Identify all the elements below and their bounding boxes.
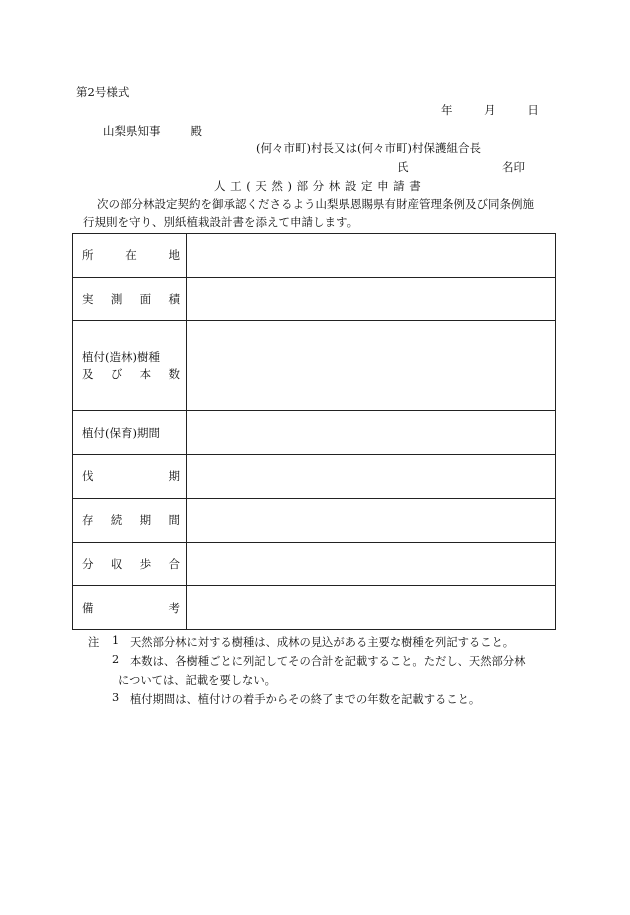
label-char: 間 xyxy=(168,513,180,528)
label-line: 植付(保育)期間 xyxy=(82,425,160,440)
addressee xyxy=(103,126,202,138)
label-char: 続 xyxy=(110,513,123,528)
form-number: 第2号様式 xyxy=(76,85,130,99)
body-text-line-2: 行規則を守り、別紙植栽設計書を添えて申請します。 xyxy=(83,215,359,229)
label-line: 植付(造林)樹種 xyxy=(82,349,160,364)
document-title: 人工(天然)部分林設定申請書 xyxy=(214,179,426,193)
label-char: 積 xyxy=(168,292,180,307)
note-text: 植付期間は、植付けの着手からその終了までの年数を記載すること。 xyxy=(130,693,481,706)
row-label-species-count xyxy=(73,321,187,411)
row-label-measured-area xyxy=(73,277,187,321)
note-text: 本数は、各樹種ごとに列記してその合計を記載すること。ただし、天然部分林 xyxy=(130,655,526,668)
label-char: 考 xyxy=(168,600,180,615)
table-row xyxy=(73,455,556,499)
row-label-planting-period xyxy=(73,411,187,455)
remarks-field[interactable] xyxy=(187,586,556,630)
table-row xyxy=(73,542,556,586)
note-number: 3 xyxy=(112,691,120,704)
duration-field[interactable] xyxy=(187,498,556,542)
label-char: 地 xyxy=(168,248,180,263)
addressee-honorific: 殿 xyxy=(190,124,202,138)
name-label: 氏 xyxy=(397,160,409,174)
table-row xyxy=(73,586,556,630)
label-char: 面 xyxy=(139,292,152,307)
label-char: 期 xyxy=(139,513,152,528)
row-label-remarks xyxy=(73,586,187,630)
table-row xyxy=(73,498,556,542)
row-label-felling-period xyxy=(73,455,187,499)
application-table xyxy=(72,233,556,630)
label-char: 実 xyxy=(82,292,94,307)
table-row xyxy=(73,411,556,455)
row-label-location xyxy=(73,234,187,278)
note-text: 天然部分林に対する樹種は、成林の見込がある主要な樹種を列記すること。 xyxy=(130,636,515,649)
table-row xyxy=(73,277,556,321)
measured-area-field[interactable] xyxy=(187,277,556,321)
note-number: 1 xyxy=(112,634,120,647)
table-row xyxy=(73,234,556,278)
date-line xyxy=(441,105,539,117)
yield-share-field[interactable] xyxy=(187,542,556,586)
label-char: 合 xyxy=(168,556,180,571)
felling-period-field[interactable] xyxy=(187,455,556,499)
label-char: 伐 xyxy=(82,469,94,484)
planting-period-field[interactable] xyxy=(187,411,556,455)
date-year-label: 年 xyxy=(441,103,453,117)
addressee-name: 山梨県知事 xyxy=(103,124,161,138)
note-text: については、記載を要しない。 xyxy=(118,674,276,687)
body-text-line-1: 次の部分林設定契約を御承認くださるよう山梨県恩賜県有財産管理条例及び同条例施 xyxy=(97,197,534,211)
label-char: 本 xyxy=(139,366,152,381)
label-char: 分 xyxy=(82,556,94,571)
location-field[interactable] xyxy=(187,234,556,278)
label-char: 備 xyxy=(82,600,94,615)
label-char: び xyxy=(110,366,123,381)
seal-label: 名印 xyxy=(502,160,525,174)
label-char: 数 xyxy=(168,366,180,381)
label-char: 収 xyxy=(110,556,123,571)
row-label-duration xyxy=(73,498,187,542)
label-char: 所 xyxy=(82,248,94,263)
date-month-label: 月 xyxy=(484,103,496,117)
note-number: 2 xyxy=(112,653,120,666)
date-day-label: 日 xyxy=(527,103,539,117)
label-char: 在 xyxy=(125,248,137,263)
applicant-line: (何々市町)村長又は(何々市町)村保護組合長 xyxy=(256,141,481,155)
table-row xyxy=(73,321,556,411)
label-char: 及 xyxy=(82,366,94,381)
applicant-name-row xyxy=(397,162,557,174)
row-label-yield-share xyxy=(73,542,187,586)
label-char: 存 xyxy=(82,513,94,528)
label-char: 期 xyxy=(168,469,180,484)
label-char: 歩 xyxy=(139,556,152,571)
label-char: 測 xyxy=(110,292,123,307)
notes-mark: 注 xyxy=(88,636,100,649)
species-count-field[interactable] xyxy=(187,321,556,411)
